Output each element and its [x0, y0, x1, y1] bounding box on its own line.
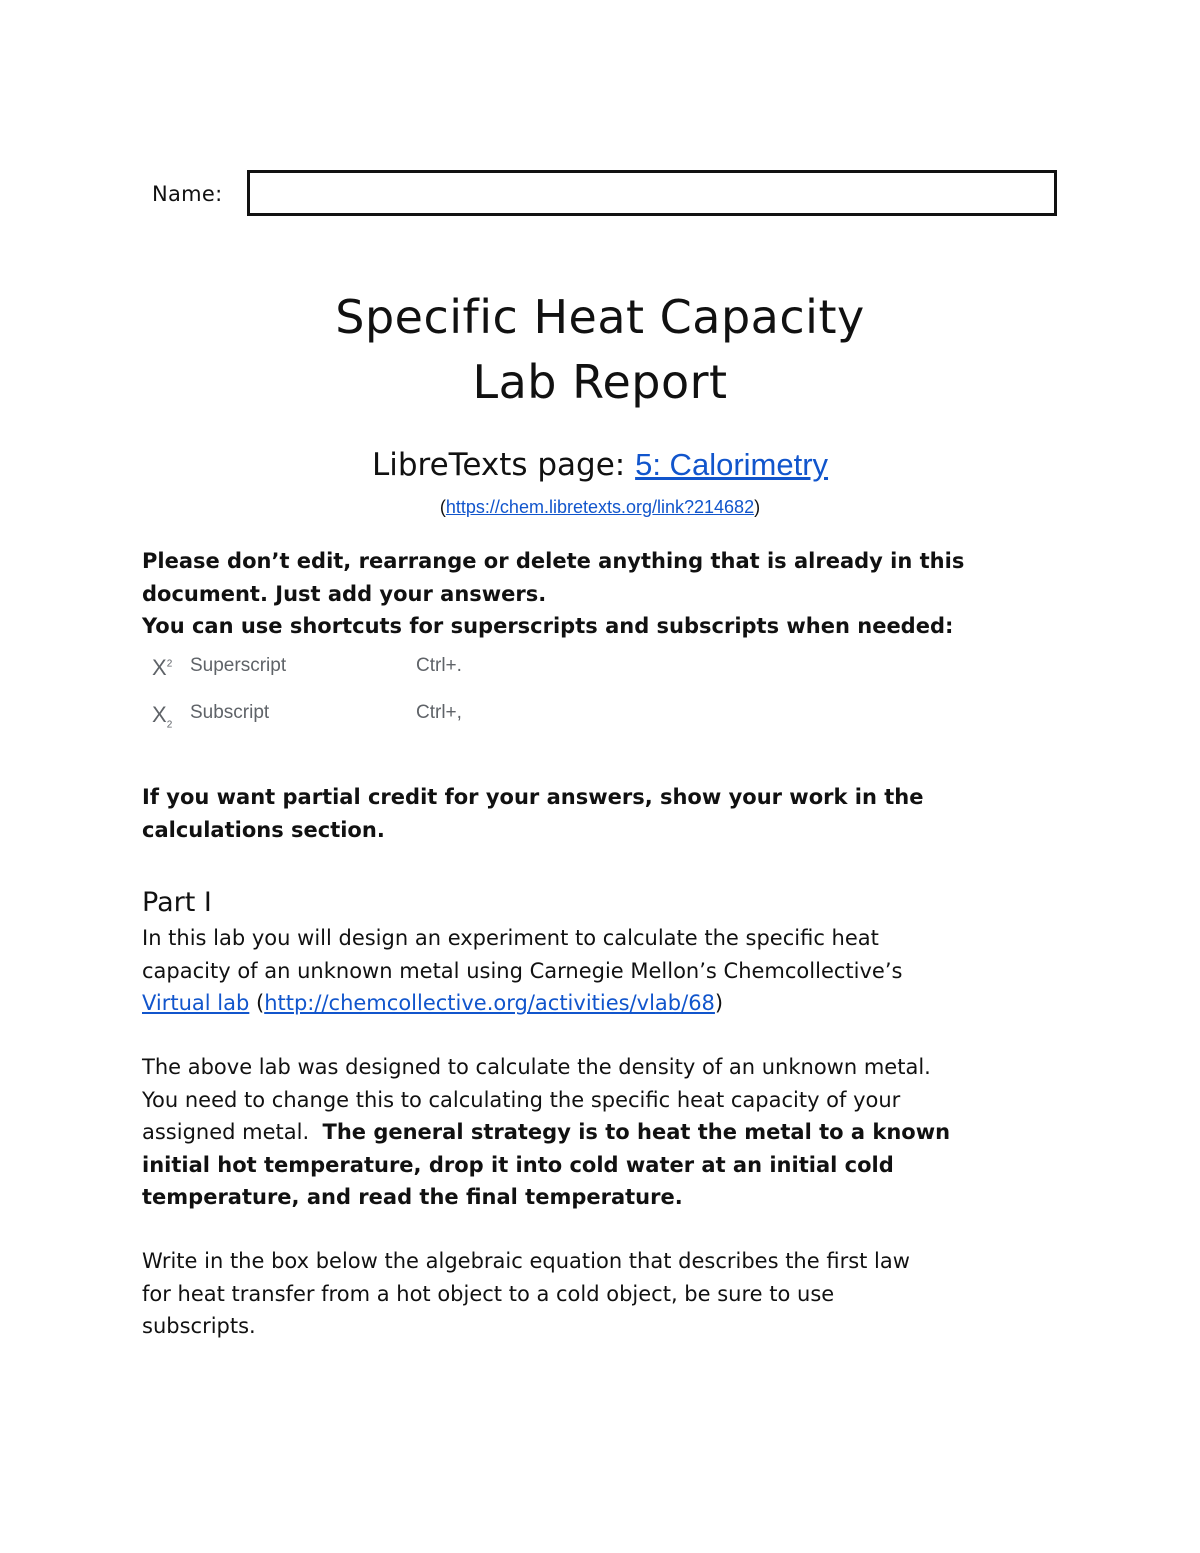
- equation-line-3: subscripts.: [142, 1314, 256, 1338]
- subscript-mark: 2: [166, 719, 173, 731]
- url-open-paren: (: [439, 497, 446, 517]
- intro-line-3: [142, 987, 1062, 1020]
- libretexts-url-row: [0, 494, 1200, 520]
- instructions-paragraph: [142, 545, 1062, 643]
- instructions-line-3: You can use shortcuts for superscripts and subscripts when needed:: [142, 614, 954, 638]
- intro-line-1: In this lab you will design an experiment to calculate the specific heat: [142, 926, 879, 950]
- strategy-line-3-bold: The general strategy is to heat the metal to a known: [322, 1120, 951, 1144]
- partial-credit-line-2: calculations section.: [142, 817, 385, 842]
- subscript-icon: [152, 702, 172, 730]
- part-1-intro: [142, 922, 1062, 1020]
- partial-credit-paragraph: [142, 781, 1062, 846]
- strategy-line-2: You need to change this to calculating the specific heat capacity of your: [142, 1087, 901, 1112]
- equation-line-2: for heat transfer from a hot object to a cold object, be sure to use: [142, 1281, 835, 1306]
- url-close-paren: ): [754, 497, 761, 517]
- instructions-line-1: Please don’t edit, rearrange or delete anything that is already in this: [142, 549, 965, 573]
- name-input-box[interactable]: [247, 170, 1057, 216]
- subscript-label: Subscript: [190, 702, 270, 723]
- calorimetry-link[interactable]: 5: Calorimetry: [635, 447, 829, 482]
- libretexts-url-link[interactable]: https://chem.libretexts.org/link?214682: [445, 497, 755, 517]
- strategy-line-5: temperature, and read the final temperature.: [142, 1185, 683, 1209]
- superscript-glyph: X: [152, 655, 167, 680]
- strategy-paragraph: [142, 1051, 1062, 1214]
- superscript-shortcut-row: [152, 651, 552, 687]
- virtual-lab-link[interactable]: Virtual lab: [142, 991, 250, 1015]
- vlab-open-paren: (: [249, 991, 265, 1015]
- equation-line-1: Write in the box below the algebraic equation that describes the first law: [142, 1249, 910, 1273]
- part-1-heading: Part I: [142, 887, 212, 918]
- subscript-shortcut-row: [152, 698, 552, 734]
- chemcollective-url-link[interactable]: http://chemcollective.org/activities/vlab/68: [264, 991, 715, 1015]
- strategy-line-1: The above lab was designed to calculate the density of an unknown metal.: [142, 1055, 931, 1079]
- instructions-line-2: document. Just add your answers.: [142, 581, 547, 606]
- subscript-key: Ctrl+,: [416, 702, 462, 723]
- vlab-close-paren: ): [714, 991, 724, 1015]
- page-title-line-2: Lab Report: [472, 355, 728, 409]
- superscript-key: Ctrl+.: [416, 655, 462, 676]
- superscript-icon: [152, 655, 172, 681]
- strategy-line-3-plain: assigned metal.: [142, 1120, 323, 1144]
- page-title-line-1: Specific Heat Capacity: [335, 290, 865, 344]
- name-label: Name:: [152, 182, 223, 206]
- intro-line-2: capacity of an unknown metal using Carnegie Mellon’s Chemcollective’s: [142, 958, 903, 983]
- strategy-line-4: initial hot temperature, drop it into cold water at an initial cold: [142, 1152, 894, 1177]
- partial-credit-line-1: If you want partial credit for your answers, show your work in the: [142, 785, 924, 809]
- subscript-glyph: X: [152, 702, 167, 727]
- libretexts-row: [0, 442, 1200, 488]
- strategy-line-3: [142, 1116, 1062, 1149]
- superscript-label: Superscript: [190, 655, 287, 676]
- equation-instructions: [142, 1245, 1062, 1343]
- superscript-mark: 2: [166, 658, 173, 670]
- libretexts-prefix: LibreTexts page:: [371, 447, 636, 483]
- name-row: [152, 170, 1062, 222]
